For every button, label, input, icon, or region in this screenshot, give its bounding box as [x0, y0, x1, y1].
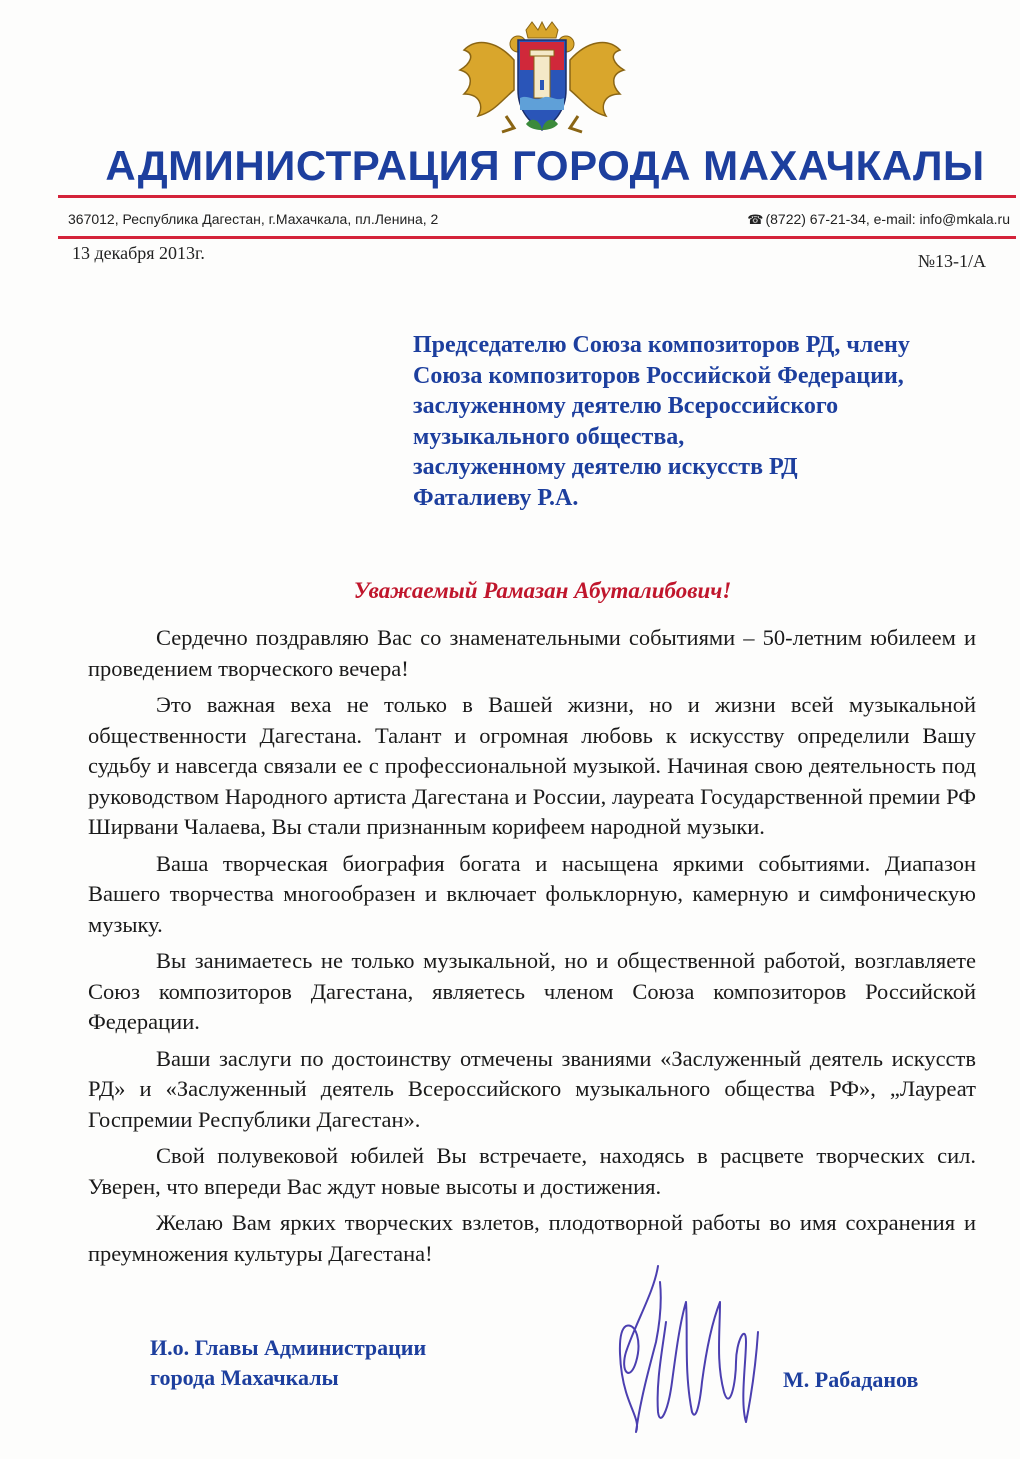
addressee-block	[413, 330, 1003, 513]
body-paragraph: Вы занимаетесь не только музыкальной, но и общественной работой, возглавляете Союз композиторов Дагестана, являетесь членом Союза композиторов Российской Федерации.	[88, 948, 976, 1034]
addressee-line: Председателю Союза композиторов РД, члену	[413, 332, 910, 358]
organization-contacts	[747, 211, 1010, 228]
addressee-line: заслуженному деятелю искусств РД	[413, 454, 798, 480]
organization-title: АДМИНИСТРАЦИЯ ГОРОДА МАХАЧКАЛЫ	[105, 142, 985, 189]
letter-body	[88, 623, 976, 1275]
salutation: Уважаемый Рамазан Абуталибович!	[353, 578, 732, 603]
signer-position	[150, 1333, 426, 1393]
header-divider-top	[58, 195, 1016, 198]
phone-icon: ☎	[747, 212, 764, 227]
coat-of-arms-emblem	[456, 20, 628, 148]
body-paragraph: Ваша творческая биография богата и насыщена яркими событиями. Диапазон Вашего творчества многообразен и включает фольклорную, камерную и симфоническую музыку.	[88, 850, 976, 937]
addressee-line: Союза композиторов Российской Федерации,	[413, 362, 904, 389]
letter-number: №13-1/А	[917, 251, 986, 271]
signer-position-line: И.о. Главы Администрации	[150, 1335, 427, 1360]
signer-name: М. Рабаданов	[783, 1367, 919, 1392]
contacts-text: (8722) 67-21-34, e-mail: info@mkala.ru	[765, 211, 1010, 227]
signer-position-line: города Махачкалы	[150, 1365, 339, 1390]
body-paragraph: Желаю Вам ярких творческих взлетов, плодотворной работы во имя сохранения и преумножения культуры Дагестана!	[88, 1210, 976, 1266]
body-paragraph: Сердечно поздравляю Вас со знаменательными событиями – 50-летним юбилеем и проведением творческого вечера!	[88, 625, 976, 681]
handwritten-signature	[596, 1262, 776, 1437]
body-paragraph: Свой полувековой юбилей Вы встречаете, находясь в расцвете творческих сил. Уверен, что впереди Вас ждут новые высоты и достижения.	[88, 1143, 976, 1199]
header-divider-bottom	[58, 236, 1016, 239]
addressee-line: Фаталиеву Р.А.	[413, 484, 579, 511]
addressee-line: музыкального общества,	[413, 423, 685, 450]
body-paragraph: Ваши заслуги по достоинству отмечены званиями «Заслуженный деятель искусств РД» и «Заслуженный деятель Всероссийского музыкального общества РФ», „Лауреат Госпремии Республики Дагестан».	[88, 1045, 976, 1132]
letter-date: 13 декабря 2013г.	[72, 243, 205, 263]
organization-address: 367012, Республика Дагестан, г.Махачкала, пл.Ленина, 2	[68, 211, 439, 227]
addressee-line: заслуженному деятелю Всероссийского	[413, 393, 839, 419]
body-paragraph: Это важная веха не только в Вашей жизни, но и жизни всей музыкальной общественности Дагестана. Талант и огромная любовь к искусству определили Вашу судьбу и навсегда связали ее с профессиональной музыкой. Начиная свою деятельность под руководством Народного артиста Дагестана и России, лауреата Государственной премии РФ Ширвани Чалаева, Вы стали признанным корифеем народной музыки.	[88, 692, 976, 839]
